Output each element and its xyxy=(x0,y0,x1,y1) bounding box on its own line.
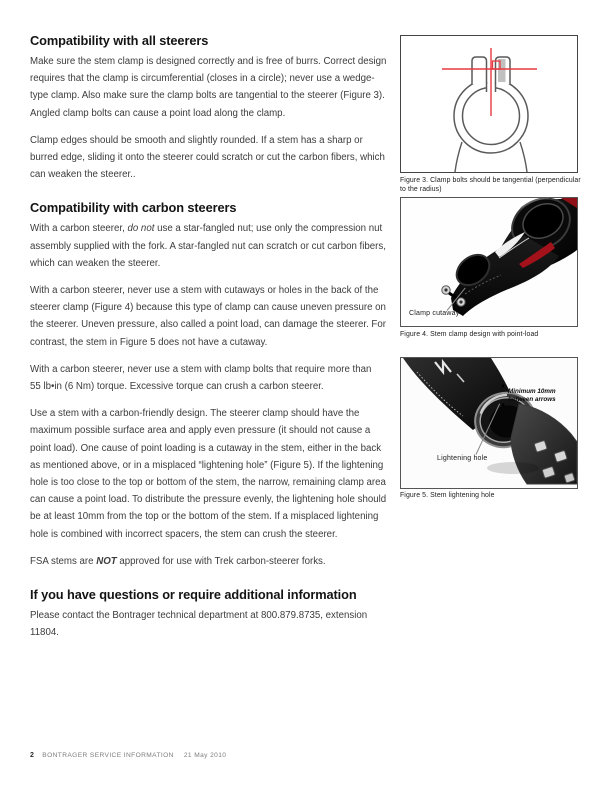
clamp-cutaway-label: Clamp cutaway xyxy=(409,310,460,317)
footer-date: 21 May 2010 xyxy=(183,752,227,759)
paragraph xyxy=(30,361,392,395)
main-text-column xyxy=(30,33,392,641)
section-carbon-steerers xyxy=(30,200,392,570)
arrow-up-icon: ▲ xyxy=(500,402,506,408)
paragraph-text: 55 lb•in (6 Nm) torque. Excessive torque can crush a carbon steerer. xyxy=(30,381,324,393)
paragraph xyxy=(30,553,392,570)
figure3-clamp-diagram xyxy=(400,35,578,173)
paragraph-text: approved for use with Trek carbon-steerer forks. xyxy=(116,555,326,567)
figure5-stem-photo xyxy=(400,357,578,489)
emphasis-text: do not xyxy=(127,223,155,235)
stem-cutaway-photo-image xyxy=(401,198,577,326)
paragraph-text: use a star-fangled nut; use only the compression nut assembly supplied with the fork. A star-fangled nut can scratch or cut carbon fibers, which can weaken the steerer. xyxy=(30,223,386,269)
clamp-tangent-diagram-image xyxy=(401,36,577,172)
figure4-caption: Figure 4. Stem clamp design with point-load xyxy=(400,331,539,338)
paragraph: Please contact the Bontrager technical department at 800.879.8735, extension 11804. xyxy=(30,610,368,639)
paragraph: Make sure the stem clamp is designed correctly and is free of burrs. Correct design requires that the clamp is circumferential (closes in a circle); never use a wedge-type clamp. Also make sure the clamp bolts are tangential to the steerer (Figure 3). Angled clamp bolts can cause a point load along the clamp. xyxy=(30,56,387,119)
section-heading: Compatibility with all steerers xyxy=(30,33,209,48)
lightening-hole-label: Lightening hole xyxy=(437,455,488,462)
paragraph: Clamp edges should be smooth and slightly rounded. If a stem has a sharp or burred edge, sliding it onto the steerer could scratch or cut the carbon fibers, which can weaken the steerer.. xyxy=(30,134,385,181)
paragraph-text: With a carbon steerer, never use a stem with clamp bolts that require more than xyxy=(30,363,372,375)
paragraph-text: With a carbon steerer, xyxy=(30,223,128,235)
emphasis-text: NOT xyxy=(96,555,117,567)
figure4-stem-photo xyxy=(400,197,578,327)
figure3-caption: Figure 3. Clamp bolts should be tangential (perpendicular to the radius) xyxy=(400,177,581,193)
section-all-steerers xyxy=(30,33,392,183)
paragraph xyxy=(30,220,392,272)
page-footer xyxy=(30,752,226,759)
paragraph: Use a stem with a carbon-friendly design. The steerer clamp should have the maximum possible surface area and apply even pressure (it should not cause a point load). One cause of point loading is a cutaway in the stem, either in the back as mentioned above, or in a misplaced “lightening hole” (Figure 5). If the lightening hole is too close to the top or bottom of the stem, the narrow, remaining clamp area can cause a point load. To distribute the pressure evenly, the lightening hole should be at least 10mm from the top or the bottom of the stem. If a misplaced lightening hole is combined with incorrect spacers, the stem can crush the steerer. xyxy=(30,408,387,540)
page-number: 2 xyxy=(30,752,35,759)
arrow-down-icon: ▼ xyxy=(500,384,506,390)
figure5-caption: Figure 5. Stem lightening hole xyxy=(400,492,495,499)
paragraph: With a carbon steerer, never use a stem with cutaways or holes in the back of the steerer clamp (Figure 4) because this type of clamp can cause uneven pressure on the steerer. Uneven pressure, also called a point load, can damage the steerer. For contrast, the stem in Figure 5 does not have a cutaway. xyxy=(30,285,386,348)
section-questions xyxy=(30,587,392,641)
section-heading: Compatibility with carbon steerers xyxy=(30,200,237,216)
section-heading: If you have questions or require additional information xyxy=(30,587,357,603)
bolt-icon xyxy=(498,59,506,82)
minimum-10mm-label: Minimum 10mm between arrows xyxy=(508,388,556,403)
footer-doc-title: BONTRAGER SERVICE INFORMATION xyxy=(42,752,174,759)
paragraph-text: FSA stems are xyxy=(30,555,97,567)
